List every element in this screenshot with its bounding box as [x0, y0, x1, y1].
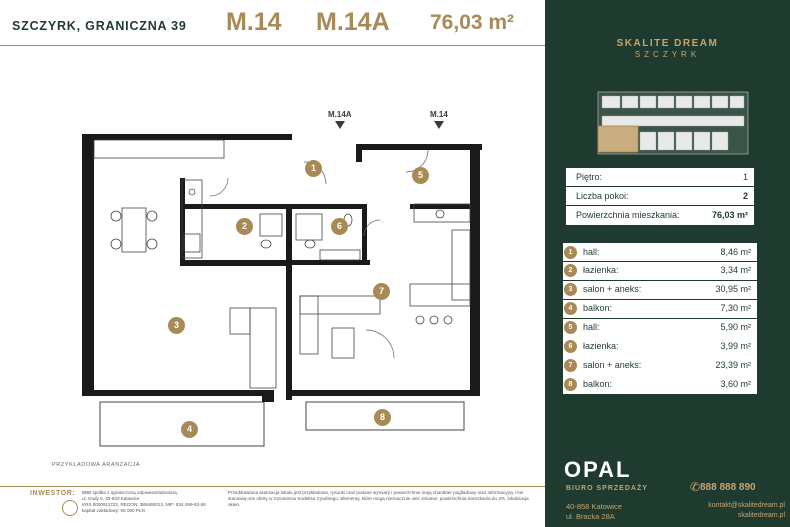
entry-marker-label: M.14A: [328, 110, 352, 119]
list-item: [563, 375, 757, 393]
sales-logo: OPAL: [564, 457, 632, 482]
sofa-left: [230, 308, 276, 388]
project-address: SZCZYRK, GRANICZNA 39: [12, 19, 187, 33]
room-badge: 5: [564, 321, 577, 334]
room-area: 23,39 m²: [715, 359, 751, 370]
kitchen-left: [94, 140, 224, 258]
room-area: 3,60 m²: [720, 378, 751, 389]
room-badge: 2: [564, 264, 577, 277]
room-name: salon + aneks:: [583, 359, 642, 370]
list-item: [563, 262, 757, 280]
info-value: 2: [742, 191, 748, 201]
footer-divider: [0, 486, 545, 487]
investor-line: ul. Dudy 5, 40-833 Katowice: [82, 496, 140, 501]
info-row-area: [566, 206, 754, 225]
room-area: 7,30 m²: [720, 303, 751, 314]
investor-line: KRS 0000911722, REGON: 389460013, NIP: 634-299-92-86: [82, 502, 206, 507]
total-area: 76,03 m²: [430, 11, 515, 34]
plan-room-8: 8: [374, 409, 391, 426]
plan-room-5: 5: [412, 167, 429, 184]
info-label: Piętro:: [576, 172, 603, 182]
office-address-street: ul. Bracka 28A: [566, 512, 615, 521]
brand-location: SZCZYRK: [634, 50, 701, 59]
investor-details: [82, 490, 222, 514]
room-name: hall:: [583, 246, 600, 257]
bathroom-right: [296, 214, 360, 260]
entry-marker-m14: [430, 110, 448, 129]
sofa-right: [300, 296, 380, 358]
phone-icon: ✆: [690, 480, 701, 494]
room-name: łazienka:: [583, 265, 619, 276]
legal-disclaimer: Przedstawiona aranżacja lokalu jest przykładowa, rysunki oraz podane wymiary i powierzchnie mają charakter poglladowy oraz informacyjny i nie stanowią one oferty w rozumieniu Kodeksu Cywilnego. Elementy, które mogą nieznacznie ulec zmianie: powierzchnia mieszkania do 2%, lokalizacja okien.: [228, 490, 529, 507]
plan-room-7: 7: [373, 283, 390, 300]
floor-plan-svg: [60, 100, 500, 460]
room-badge: 6: [564, 340, 577, 353]
plan-room-3: 3: [168, 317, 185, 334]
investor-logo-icon: [62, 500, 78, 516]
list-item: [563, 356, 757, 374]
info-row-rooms: [566, 187, 754, 206]
list-item: [563, 319, 757, 337]
room-badge: 7: [564, 359, 577, 372]
investor-line: kapitał zakładowy: 65 000 PLN: [82, 508, 145, 513]
bathroom-left: [260, 214, 282, 248]
unit-number-1: M.14: [226, 8, 282, 36]
unit-number-2: M.14A: [316, 8, 390, 36]
list-item: [563, 243, 757, 261]
room-area: 5,90 m²: [720, 322, 751, 333]
entry-arrow-icon: [434, 121, 444, 129]
plan-room-4: 4: [181, 421, 198, 438]
room-name: salon + aneks:: [583, 284, 642, 295]
compass-icon: [495, 60, 529, 94]
plan-room-2: 2: [236, 218, 253, 235]
investor-label: INWESTOR:: [30, 490, 76, 497]
room-area: 8,46 m²: [720, 246, 751, 257]
locator-svg: [592, 84, 752, 160]
svg-text:N: N: [496, 65, 501, 71]
office-address-city: 40-858 Katowice: [566, 502, 622, 511]
info-value: 76,03 m²: [711, 210, 748, 220]
plan-room-6: 6: [331, 218, 348, 235]
room-area-list: [563, 243, 757, 394]
entry-marker-label: M.14: [430, 110, 448, 119]
info-row-floor: [566, 168, 754, 187]
info-label: Liczba pokoi:: [576, 191, 629, 201]
doors: [210, 150, 428, 358]
entry-arrow-icon: [335, 121, 345, 129]
contact-email-link[interactable]: kontakt@skalitedream.pl: [708, 502, 785, 509]
unit-info-box: [566, 168, 754, 225]
plan-room-1: 1: [305, 160, 322, 177]
brand-name: SKALITE DREAM: [616, 38, 719, 49]
kitchen-right: [410, 204, 470, 324]
entry-marker-m14a: [328, 110, 352, 129]
room-name: balkon:: [583, 303, 613, 314]
room-badge: 4: [564, 302, 577, 315]
info-label: Powierzchnia mieszkania:: [576, 210, 680, 220]
list-item: [563, 337, 757, 355]
floor-plan-drawing: [60, 100, 500, 460]
room-badge: 8: [564, 378, 577, 391]
dining-left: [111, 208, 157, 252]
room-name: balkon:: [583, 378, 613, 389]
plan-caption: PRZYKŁADOWA ARANZACJA: [52, 462, 141, 468]
phone-number[interactable]: 888 888 890: [700, 482, 756, 493]
website-link[interactable]: skalitedream.pl: [737, 512, 785, 519]
sales-office-label: BIURO SPRZEDAŻY: [566, 485, 648, 492]
building-locator-map: [592, 84, 752, 160]
room-badge: 3: [564, 283, 577, 296]
room-name: łazienka:: [583, 340, 619, 351]
investor-line: BBB spółka z ograniczoną odpowiedzialnością: [82, 490, 177, 495]
room-area: 3,99 m²: [720, 340, 751, 351]
highlighted-unit: [598, 126, 638, 152]
room-name: hall:: [583, 322, 600, 333]
list-item: [563, 281, 757, 299]
room-area: 30,95 m²: [715, 284, 751, 295]
info-value: 1: [742, 172, 748, 182]
list-item: [563, 300, 757, 318]
room-area: 3,34 m²: [720, 265, 751, 276]
room-badge: 1: [564, 246, 577, 259]
header-divider: [0, 45, 545, 46]
